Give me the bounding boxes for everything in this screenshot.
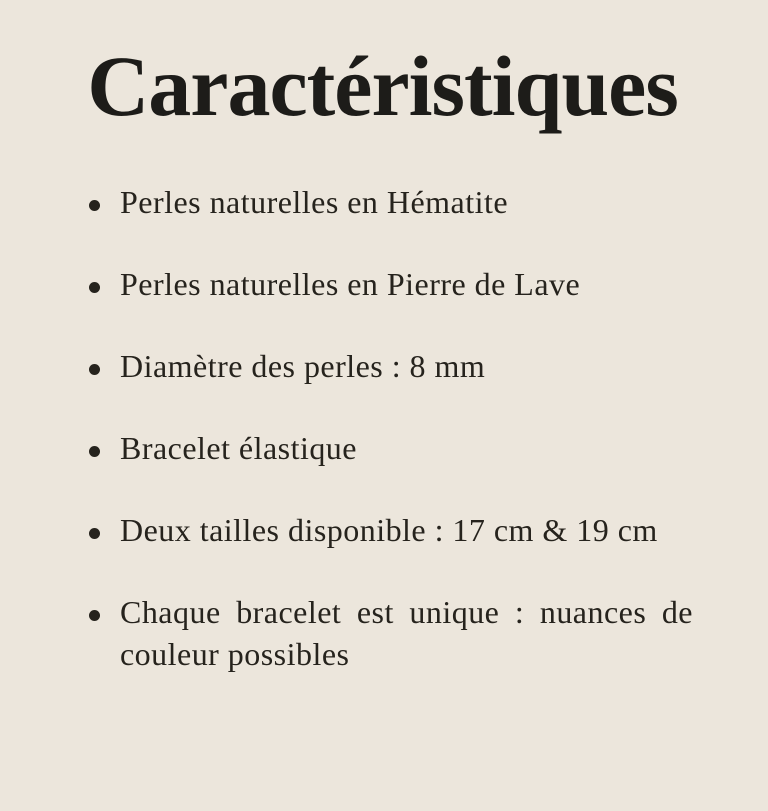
feature-list-item: Diamètre des perles : 8 mm (120, 345, 693, 387)
feature-list-item: Perles naturelles en Hématite (120, 181, 693, 223)
feature-list-item: Deux tailles disponible : 17 cm & 19 cm (120, 509, 693, 551)
feature-list-item: Chaque bracelet est unique : nuances de couleur possibles (120, 591, 693, 675)
feature-list-item: Bracelet élastique (120, 427, 693, 469)
feature-list (72, 181, 693, 675)
product-characteristics-card (0, 38, 768, 811)
feature-list-item: Perles naturelles en Pierre de Lave (120, 263, 693, 305)
page-title: Caractéristiques (87, 38, 678, 134)
